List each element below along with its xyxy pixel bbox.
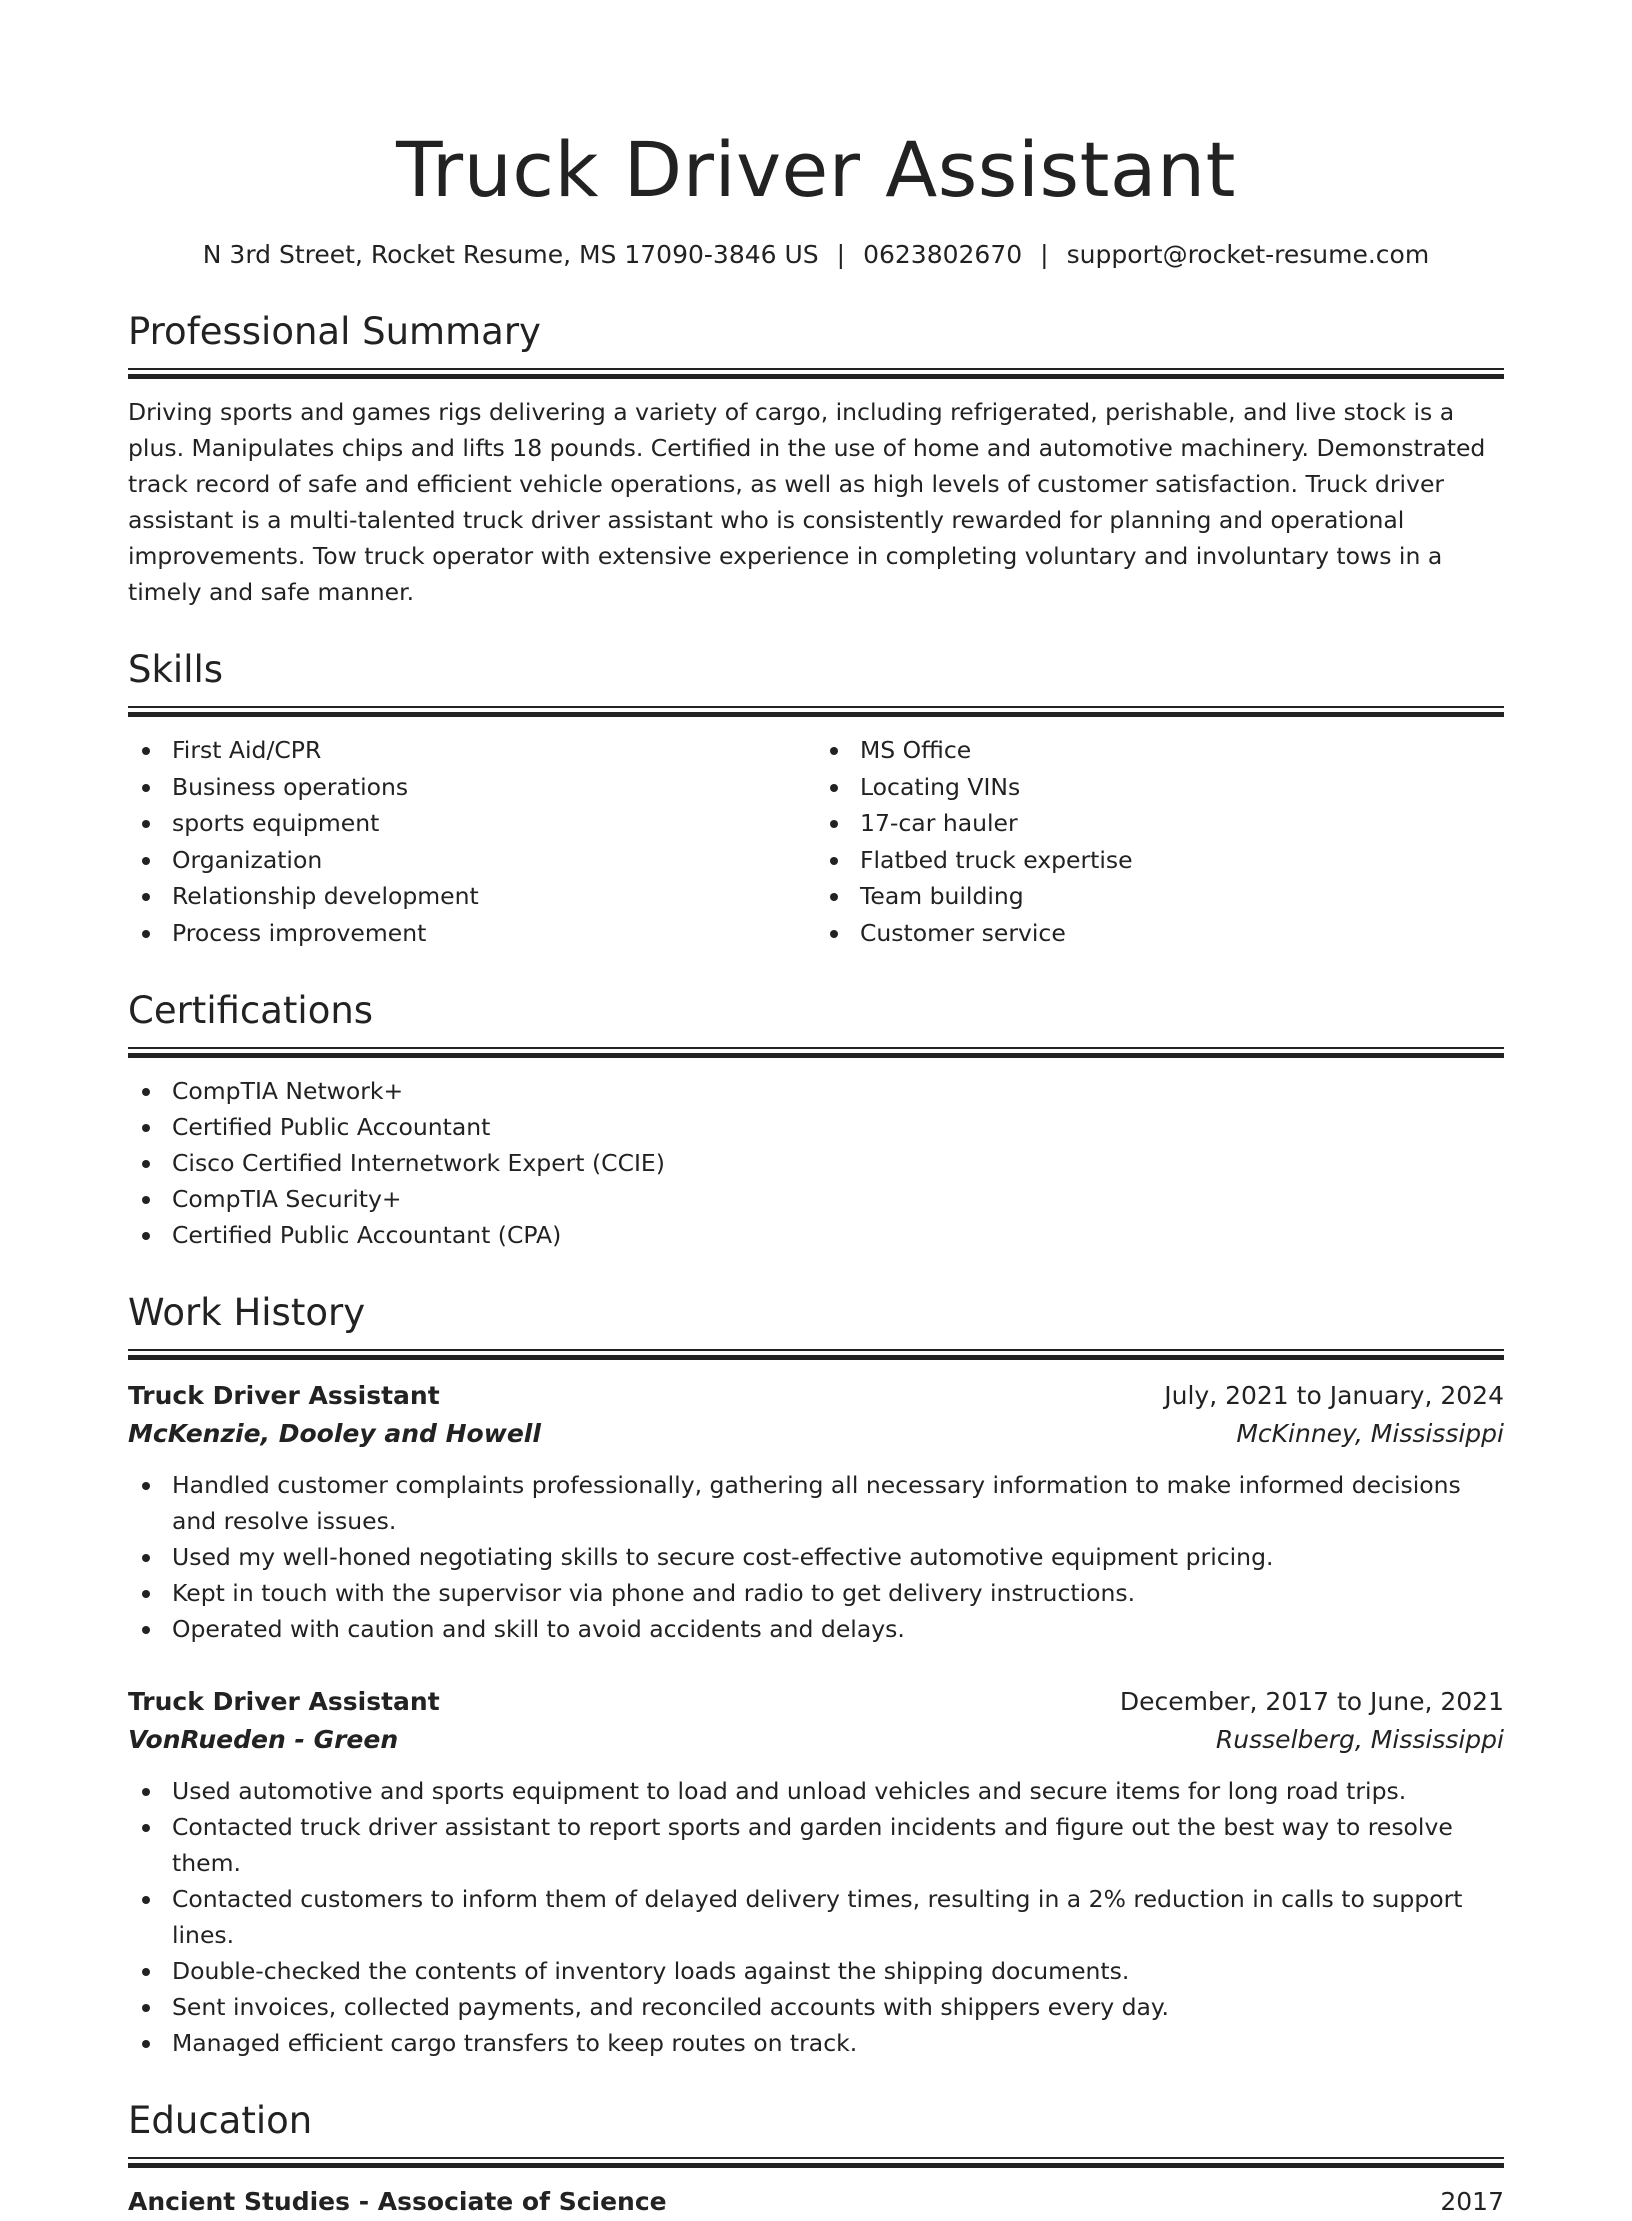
job-bullet: Used automotive and sports equipment to load and unload vehicles and secure items for long road trips.	[128, 1773, 1504, 1809]
candidate-name: Truck Driver Assistant	[396, 125, 1236, 214]
skill-item: Customer service	[816, 915, 1504, 952]
job-location: McKinney, Mississippi	[1236, 1419, 1504, 1448]
section-title-skills: Skills	[128, 648, 224, 691]
work-history-section	[128, 1289, 1504, 2061]
section-divider	[128, 706, 1504, 720]
contact-phone: 0623802670	[863, 240, 1023, 269]
job-header-row	[128, 1377, 1504, 1415]
job-bullet: Contacted customers to inform them of delayed delivery times, resulting in a 2% reduction in calls to support lines.	[128, 1881, 1504, 1953]
summary-text: Driving sports and games rigs delivering a variety of cargo, including refrigerated, perishable, and live stock is a plus. Manipulates chips and lifts 18 pounds. Certified in the use of home and automotive machinery. Demonstrated track record of safe and efficient vehicle operations, as well as high levels of customer satisfaction. Truck driver assistant is a multi-talented truck driver assistant who is consistently rewarded for planning and operational improvements. Tow truck operator with extensive experience in completing voluntary and involuntary tows in a timely and safe manner.	[128, 398, 1486, 606]
contact-line	[128, 238, 1504, 272]
summary-section	[128, 308, 1504, 610]
job-bullets	[128, 1467, 1504, 1647]
section-divider	[128, 2157, 1504, 2171]
education-year: 2017	[1440, 2187, 1504, 2216]
skill-item: Locating VINs	[816, 769, 1504, 806]
education-degree: Ancient Studies - Associate of Science	[128, 2187, 667, 2216]
job-bullets	[128, 1773, 1504, 2061]
job-company: McKenzie, Dooley and Howell	[128, 1419, 541, 1448]
contact-separator: |	[1040, 240, 1049, 269]
certifications-list	[128, 1073, 1504, 1253]
section-title-certifications: Certifications	[128, 989, 374, 1032]
job-bullet: Used my well-honed negotiating skills to secure cost-effective automotive equipment pricing.	[128, 1539, 1504, 1575]
job-company-row	[128, 1721, 1504, 1759]
skill-item: Business operations	[128, 769, 816, 806]
contact-separator: |	[836, 240, 846, 269]
contact-email: support@rocket-resume.com	[1066, 240, 1430, 269]
job-bullet: Operated with caution and skill to avoid accidents and delays.	[128, 1611, 1504, 1647]
certification-item: CompTIA Network+	[128, 1073, 1504, 1109]
skill-item: Flatbed truck expertise	[816, 842, 1504, 879]
job-bullet: Double-checked the contents of inventory loads against the shipping documents.	[128, 1953, 1504, 1989]
section-title-summary: Professional Summary	[128, 310, 541, 353]
skills-list-left	[128, 732, 816, 951]
job-bullet: Handled customer complaints professionally, gathering all necessary information to make informed decisions and resolve issues.	[128, 1467, 1504, 1539]
certification-item: Certified Public Accountant (CPA)	[128, 1217, 1504, 1253]
job-bullet: Sent invoices, collected payments, and reconciled accounts with shippers every day.	[128, 1989, 1504, 2025]
job-header-row	[128, 1683, 1504, 1721]
education-row	[128, 2183, 1504, 2221]
job-bullet: Kept in touch with the supervisor via phone and radio to get delivery instructions.	[128, 1575, 1504, 1611]
certifications-section	[128, 987, 1504, 1253]
education-section	[128, 2097, 1504, 2221]
skill-item: Process improvement	[128, 915, 816, 952]
skills-grid	[128, 732, 1504, 951]
skill-item: MS Office	[816, 732, 1504, 769]
skill-item: Relationship development	[128, 878, 816, 915]
job-bullet: Managed efficient cargo transfers to keep routes on track.	[128, 2025, 1504, 2061]
certification-item: Cisco Certified Internetwork Expert (CCIE)	[128, 1145, 1504, 1181]
skill-item: Organization	[128, 842, 816, 879]
section-divider	[128, 1047, 1504, 1061]
job-company-row	[128, 1415, 1504, 1453]
skills-section	[128, 646, 1504, 951]
skills-list-right	[816, 732, 1504, 951]
job-company: VonRueden - Green	[128, 1725, 399, 1754]
section-title-education: Education	[128, 2099, 313, 2142]
skill-item: 17-car hauler	[816, 805, 1504, 842]
job-dates: December, 2017 to June, 2021	[1119, 1687, 1504, 1716]
skill-item: First Aid/CPR	[128, 732, 816, 769]
skill-item: Team building	[816, 878, 1504, 915]
section-divider	[128, 1349, 1504, 1363]
job-bullet: Contacted truck driver assistant to report sports and garden incidents and figure out the best way to resolve them.	[128, 1809, 1504, 1881]
job-title: Truck Driver Assistant	[128, 1687, 440, 1716]
job-title: Truck Driver Assistant	[128, 1381, 440, 1410]
job-dates: July, 2021 to January, 2024	[1164, 1381, 1504, 1410]
certification-item: Certified Public Accountant	[128, 1109, 1504, 1145]
section-title-work-history: Work History	[128, 1291, 366, 1334]
section-divider	[128, 368, 1504, 382]
contact-address: N 3rd Street, Rocket Resume, MS 17090-3846 US	[202, 240, 819, 269]
job-location: Russelberg, Mississippi	[1215, 1725, 1504, 1754]
certification-item: CompTIA Security+	[128, 1181, 1504, 1217]
job-entry	[128, 1377, 1504, 1647]
job-entry	[128, 1683, 1504, 2061]
skill-item: sports equipment	[128, 805, 816, 842]
